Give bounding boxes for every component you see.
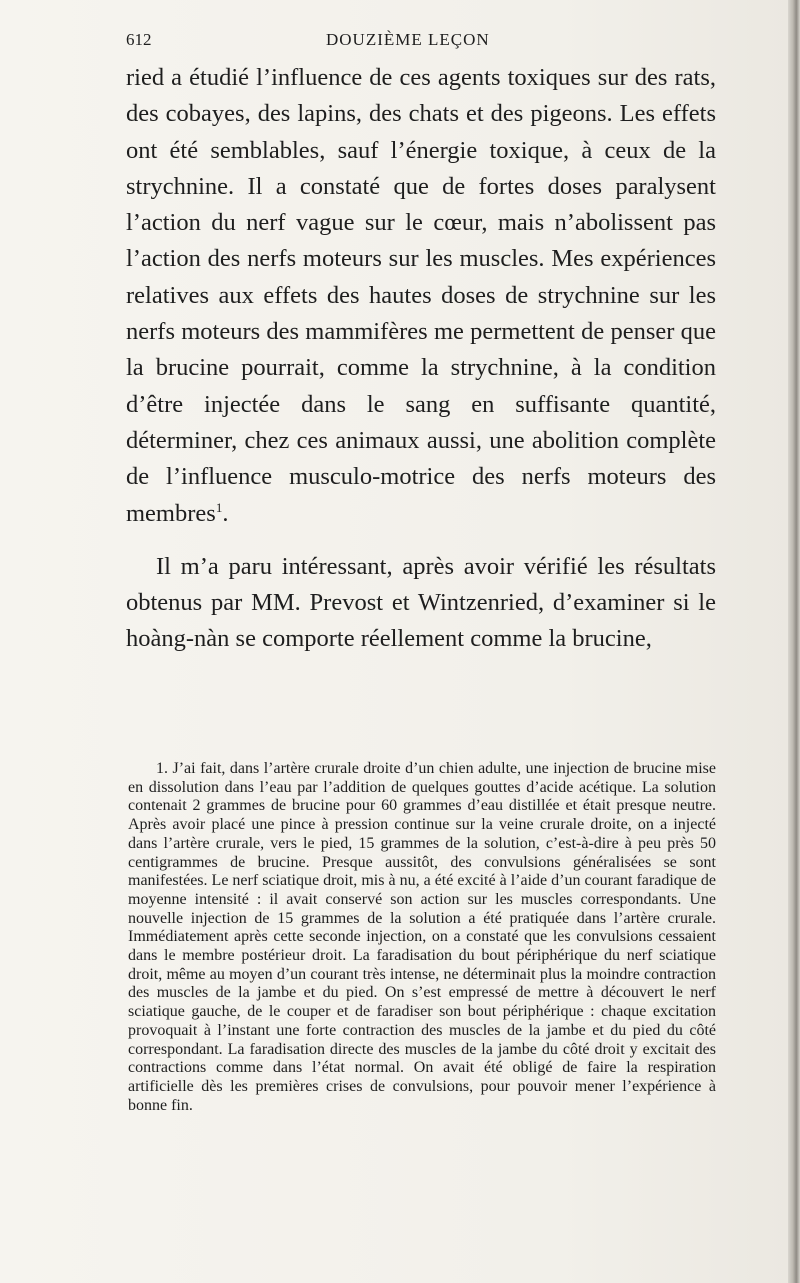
page-number: 612 [126,30,152,49]
paragraph-1-text: ried a étudié l’influence de ces agents toxiques sur des rats, des cobayes, des lapins, des chats et des pigeons. Les effets ont été semblables, sauf l’énergie toxique, à ceux de la strychnine. Il a constaté que de fortes doses paralysent l’action du nerf vague sur le cœur, mais n’abolissent pas l’action des nerfs moteurs sur les muscles. Mes expériences relatives aux effets des hautes doses de strychnine sur les nerfs moteurs des mammifères me permettent de penser que la brucine pourrait, comme la strychnine, à la condition d’être injectée dans le sang en suffisante quantité, déterminer, chez ces animaux aussi, une abolition complète de l’influence musculo-motrice des nerfs moteurs des membres [126,64,716,527]
paragraph-1 [126,60,716,532]
paragraph-2: Il m’a paru intéressant, après avoir vérifié les résultats obtenus par MM. Prevost et Wintzenried, d’examiner si le hoàng-nàn se comporte réellement comme la brucine, [126,552,716,653]
running-head: DOUZIÈME LEÇON [326,30,490,49]
footnote-reference: 1 [215,499,223,515]
page-edge [788,0,800,1283]
page-header [126,26,726,56]
footnote: 1. J’ai fait, dans l’artère crurale droite d’un chien adulte, une injection de brucine mise en dissolution dans l’eau par l’addition de quelques gouttes d’acide acétique. La solution contenait 2 grammes de brucine pour 60 grammes d’eau distillée et était presque neutre. Après avoir placé une pince à pression continue sur la veine crurale droite, on a injecté dans l’artère crurale, vers le pied, 15 grammes de la solution, c’est-à-dire à peu près 50 centigrammes de brucine. Presque aussitôt, des convulsions généralisées se sont manifestées. Le nerf sciatique droit, mis à nu, a été excité à l’aide d’un courant faradique de moyenne intensité : il avait conservé son action sur les muscles correspondants. Une nouvelle injection de 15 grammes de la solution a été pratiquée dans l’artère crurale. Immédiatement après cette seconde injection, on a constaté que les convulsions cessaient dans le membre postérieur droit. La faradisation du bout périphérique du nerf sciatique droit, même au moyen d’un courant très intense, ne déterminait plus la moindre contraction des muscles de la jambe et du pied. On s’est empressé de mettre à découvert le nerf sciatique gauche, de le couper et de faradiser son bout périphérique : chaque excitation provoquait à l’instant une forte contraction des muscles de la jambe et du pied du côté correspondant. La faradisation directe des muscles de la jambe du côté droit y excitait des contractions comme dans l’état normal. On avait été obligé de faire la respiration artificielle dès les premières crises de convulsions, pour pouvoir mener l’expérience à bonne fin. [128,760,716,1114]
main-text [126,60,716,658]
paragraph-1-end: . [222,499,229,527]
